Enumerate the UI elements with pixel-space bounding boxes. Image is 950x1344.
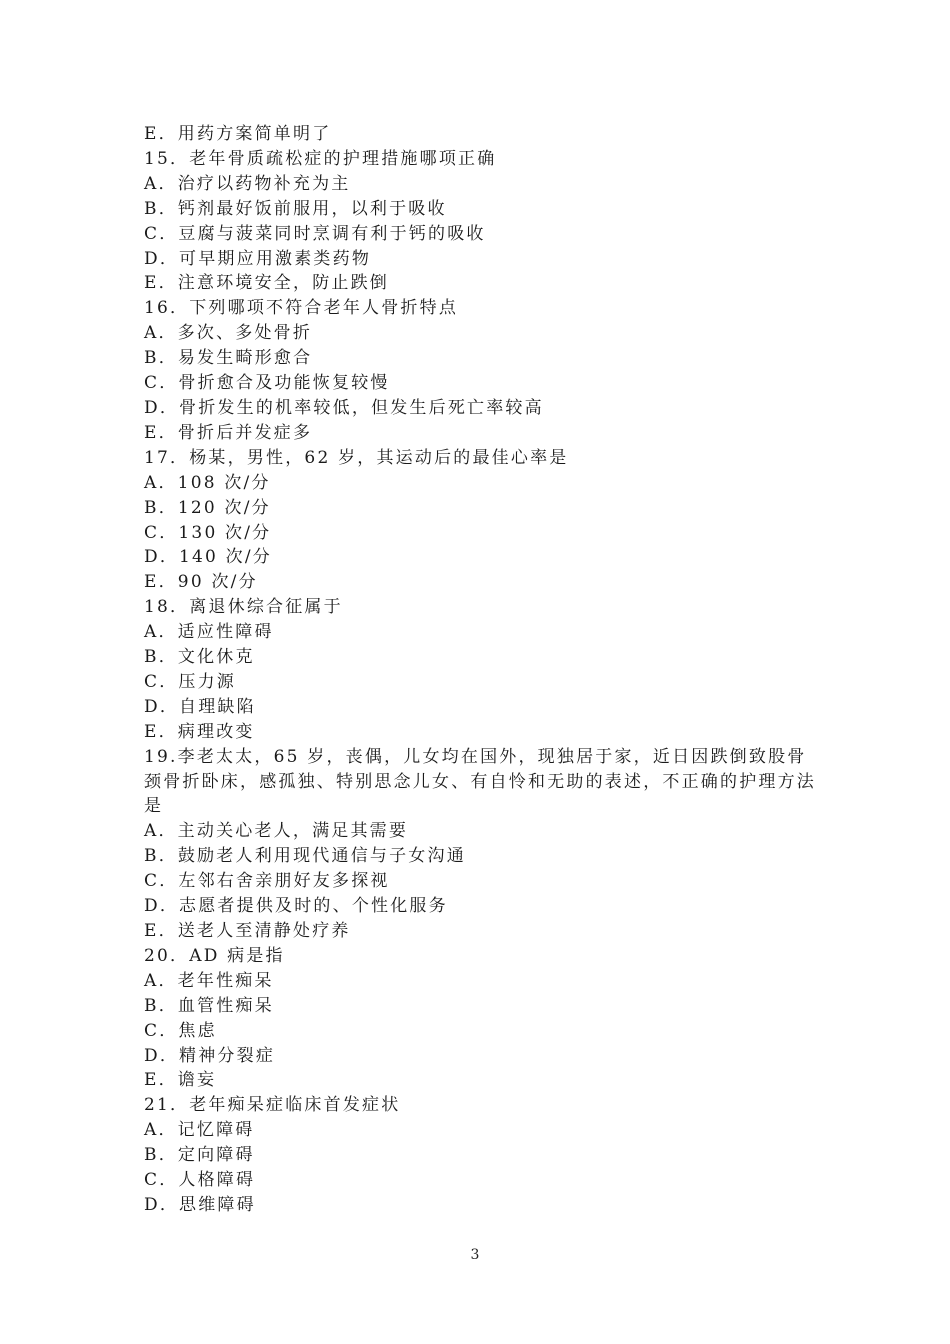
- option-c-q19: C．左邻右舍亲朋好友多探视: [144, 871, 390, 892]
- question-19: 19.李老太太，65 岁，丧偶，儿女均在国外，现独居于家，近日因跌倒致股骨颈骨折卧床，感孤独、特别思念儿女、有自怜和无助的表述，不正确的护理方法是: [144, 746, 816, 817]
- option-d-q17: D．140 次/分: [144, 547, 273, 568]
- option-a-q20: A．老年性痴呆: [144, 970, 274, 991]
- option-d-q19: D．志愿者提供及时的、个性化服务: [144, 896, 448, 917]
- option-e-q15: E．注意环境安全，防止跌倒: [144, 273, 390, 294]
- option-c-q15: C．豆腐与菠菜同时烹调有利于钙的吸收: [144, 223, 486, 244]
- option-b-q18: B．文化休克: [144, 647, 255, 668]
- option-d-q20: D．精神分裂症: [144, 1045, 276, 1066]
- option-d-q15: D．可早期应用激素类药物: [144, 248, 372, 269]
- question-17: 17．杨某，男性，62 岁，其运动后的最佳心率是: [144, 447, 569, 468]
- option-d-q16: D．骨折发生的机率较低，但发生后死亡率较高: [144, 397, 544, 418]
- option-a-q21: A．记忆障碍: [144, 1120, 255, 1141]
- page-number: 3: [470, 1247, 480, 1263]
- option-e-q19: E．送老人至清静处疗养: [144, 921, 351, 941]
- option-a-q17: A．108 次/分: [144, 472, 271, 493]
- option-d-q18: D．自理缺陷: [144, 696, 256, 717]
- option-d-q21: D．思维障碍: [144, 1194, 256, 1215]
- option-a-q16: A．多次、多处骨折: [144, 323, 313, 344]
- question-20: 20．AD 病是指: [144, 945, 285, 966]
- option-a-q19: A．主动关心老人，满足其需要: [144, 821, 409, 842]
- option-c-q17: C．130 次/分: [144, 522, 272, 543]
- option-b-q16: B．易发生畸形愈合: [144, 348, 313, 369]
- option-c-q18: C．压力源: [144, 671, 237, 692]
- option-e-q18: E．病理改变: [144, 721, 255, 742]
- option-b-q15: B．钙剂最好饭前服用，以利于吸收: [144, 198, 447, 219]
- question-21: 21．老年痴呆症临床首发症状: [144, 1095, 401, 1116]
- option-c-q21: C．人格障碍: [144, 1170, 256, 1191]
- question-15: 15．老年骨质疏松症的护理措施哪项正确: [144, 148, 497, 169]
- option-e-q16: E．骨折后并发症多: [144, 422, 313, 443]
- option-a-q18: A．适应性障碍: [144, 622, 274, 643]
- option-c-q20: C．焦虑: [144, 1020, 217, 1041]
- option-e-q17: E．90 次/分: [144, 572, 258, 593]
- option-e-q20: E．谵妄: [144, 1070, 217, 1091]
- option-c-q16: C．骨折愈合及功能恢复较慢: [144, 373, 390, 394]
- document-body: [144, 122, 824, 1218]
- option-e-q14: E．用药方案简单明了: [144, 124, 332, 144]
- question-18: 18．离退休综合征属于: [144, 597, 343, 618]
- option-b-q17: B．120 次/分: [144, 497, 271, 518]
- option-b-q21: B．定向障碍: [144, 1145, 255, 1166]
- option-b-q19: B．鼓励老人利用现代通信与子女沟通: [144, 846, 466, 867]
- option-b-q20: B．血管性痴呆: [144, 995, 274, 1016]
- option-a-q15: A．治疗以药物补充为主: [144, 173, 351, 194]
- question-16: 16．下列哪项不符合老年人骨折特点: [144, 298, 459, 319]
